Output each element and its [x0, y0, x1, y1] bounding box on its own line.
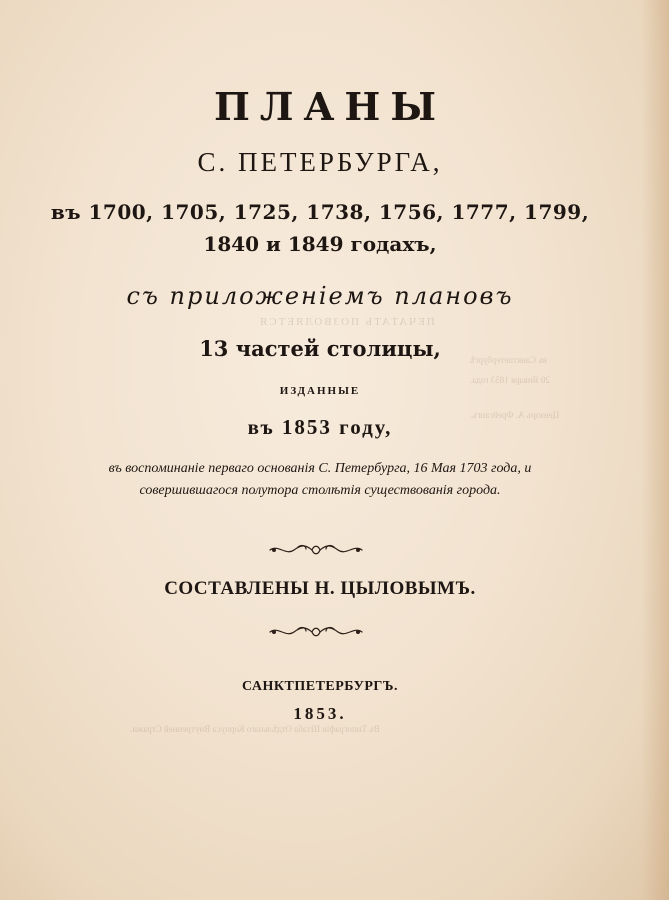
show-through-text: Цензоръ А. Фрейгангъ. — [470, 410, 560, 420]
flourish-ornament-icon — [268, 542, 364, 558]
imprint-year: 1853. — [293, 704, 347, 723]
show-through-text: въ Санктпетербургѣ — [470, 355, 547, 365]
author-line: СОСТАВЛЕНЫ Н. ЦЫЛОВЫМЪ. — [164, 578, 476, 599]
year-line: въ 1853 году, — [247, 415, 393, 439]
years-line-1: въ 1700, 1705, 1725, 1738, 1756, 1777, 1799, — [50, 200, 590, 224]
city-subtitle: С. ПЕТЕРБУРГА, — [197, 147, 443, 177]
show-through-text: Въ Типографiи Штаба Отдѣльнаго Корпуса Внутренней Стражи. — [130, 724, 380, 734]
main-title: ПЛАНЫ — [213, 84, 446, 129]
published-label: ИЗДАННЫЕ — [279, 385, 361, 397]
show-through-text: ПЕЧАТАТЬ ПОЗВОЛЯЕТСЯ — [258, 316, 435, 328]
memorial-line-2: совершившагося полутора столѣтiя существованiя города. — [139, 483, 501, 498]
appendix-line: съ приложенiемъ плановъ — [126, 282, 514, 310]
imprint-place: САНКТПЕТЕРБУРГЪ. — [241, 679, 399, 694]
show-through-text: 20 Января 1853 года. — [470, 375, 550, 385]
parts-line: 13 частей столицы, — [199, 336, 441, 361]
years-line-2: 1840 и 1849 годахъ, — [203, 232, 437, 256]
memorial-line-1: въ воспоминанiе перваго основанiя С. Петербурга, 16 Мая 1703 года, и — [108, 461, 532, 476]
flourish-ornament-icon — [268, 624, 364, 640]
